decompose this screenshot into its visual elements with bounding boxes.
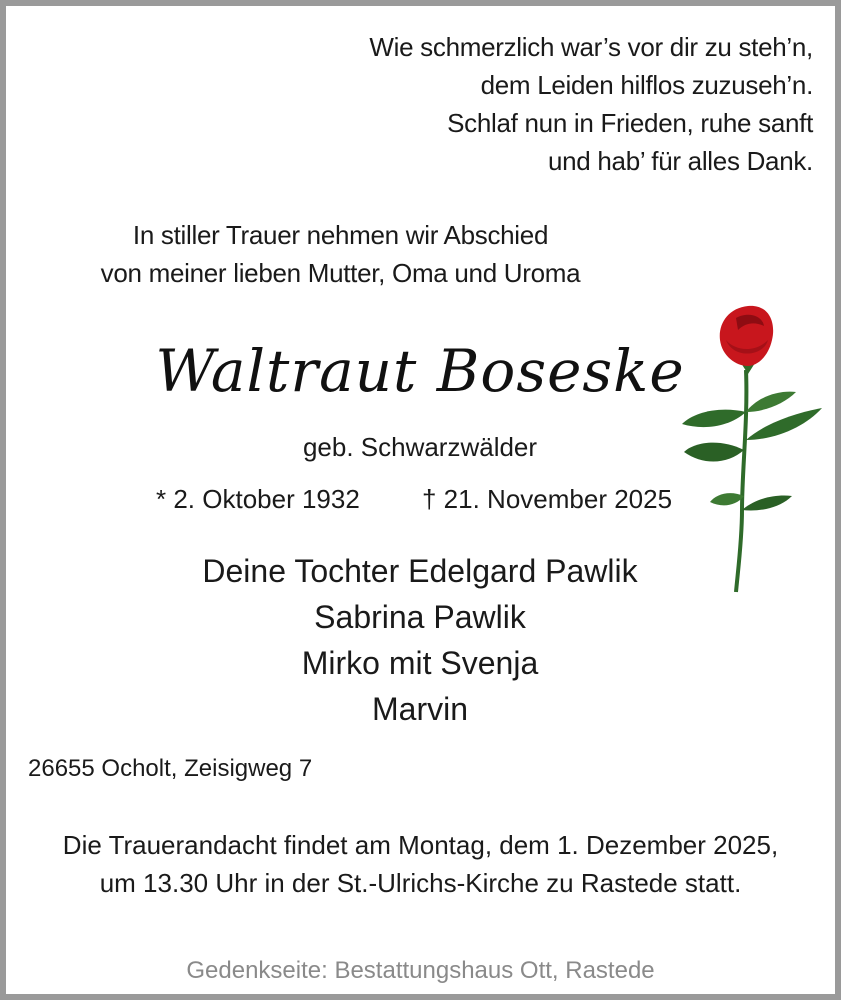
mourners-list [140,548,700,732]
intro-line: In stiller Trauer nehmen wir Abschied [132,220,549,250]
mourner: Deine Tochter Edelgard Pawlik [202,553,638,589]
birth-name: geb. Schwarzwälder [302,432,538,462]
address: 26655 Ocholt, Zeisigweg 7 [28,755,313,782]
memorial-page-credit: Gedenkseite: Bestattungshaus Ott, Rastede [186,957,655,984]
mourner: Marvin [371,691,468,727]
poem-line: und hab’ für alles Dank. [547,146,813,176]
poem-line: Schlaf nun in Frieden, ruhe sanft [447,108,813,138]
service-info [0,826,841,902]
service-line: Die Trauerandacht findet am Montag, dem 1. Dezember 2025, [62,830,779,860]
mourner: Mirko mit Svenja [301,645,539,681]
rose-icon [676,300,826,600]
death-date: † 21. November 2025 [422,484,673,514]
deceased-name: Waltraut Boseske [155,337,685,405]
poem-line: dem Leiden hilflos zuzuseh’n. [480,70,813,100]
birth-date: * 2. Oktober 1932 [156,484,360,514]
poem [369,28,813,180]
poem-line: Wie schmerzlich war’s vor dir zu steh’n, [369,32,813,62]
service-line: um 13.30 Uhr in der St.-Ulrichs-Kirche zu Rastede statt. [99,868,742,898]
intro-line: von meiner lieben Mutter, Oma und Uroma [100,258,581,288]
mourner: Sabrina Pawlik [314,599,526,635]
intro-text [0,216,841,292]
